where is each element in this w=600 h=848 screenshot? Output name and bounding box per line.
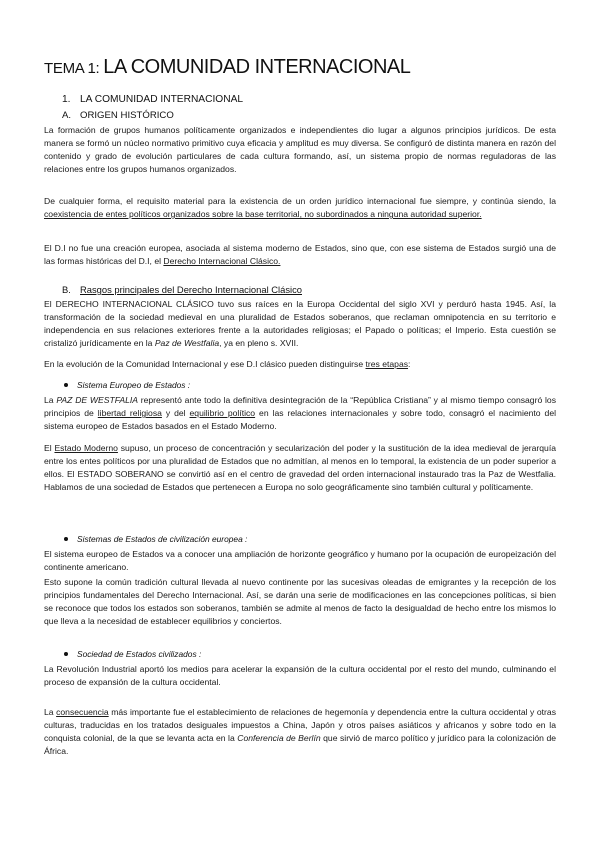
section-a-heading [62,110,174,121]
section-b-heading [62,284,302,295]
paragraph-westfalia-lead: La [44,395,57,405]
paragraph-consecuencia-italic: Conferencia de Berlín [237,733,321,744]
paragraph-consecuencia-text-a: más importante fue el establecimiento de relaciones de hegemonía y dependencia entre la cultura occidental y otras culturas, traducidas en los tratados desiguales impuestos a China, Japón y otros países asiáticos y africanos y sobre todo en la conquista colonial, de la que se levanta acta en la [44,707,556,744]
paragraph-westfalia [44,394,556,433]
bullet-sistema-europeo [64,380,190,390]
paragraph-estado-moderno-underline: Estado Moderno [54,443,118,453]
paragraph-westfalia-text-b: y del [161,408,190,419]
paragraph-consecuencia-text-b: que sirvió de marco político y jurídico para la colonización de África. [44,733,557,757]
paragraph-estado-moderno-text: supuso, un proceso de concentración y secularización del poder y la sustitución de la idea medieval de jerarquía entre los entes políticos por una pluralidad de Estados que no admitían, al menos en lo temporal, la existencia de un poder superior a ellos. El ESTADO SOBERANO se convirtió así en el centro de gravedad del orden internacional instaurado tras la Paz de Westfalia. Hablamos de una sociedad de Estados que pertenecen a Europa no solo geográficamente sino también cultural y políticamente. [44,443,556,493]
section-1-label: LA COMUNIDAD INTERNACIONAL [80,94,244,105]
section-b-label: Rasgos principales del Derecho Internacional Clásico [80,284,302,295]
title-lead: TEMA 1: [44,60,104,77]
paragraph-consecuencia-lead: La [44,707,57,717]
paragraph-estado-moderno-lead: El [44,443,55,453]
paragraph-westfalia-underline-2: equilibrio político [189,408,256,419]
paragraph-classic-law [44,298,556,350]
bullet-dot-icon [64,537,68,541]
section-a-label: ORIGEN HISTÓRICO [80,110,174,121]
paragraph-consecuencia-underline: consecuencia [56,707,109,717]
paragraph-di-origin-text: El D.I no fue una creación europea, asociada al sistema moderno de Estados, sino que, con ese sistema de Estados surgió una de las formas históricas del D.I, el [44,243,556,267]
paragraph-classic-law-end: , ya en pleno s. XVII. [219,338,299,349]
paragraph-westfalia-underline-1: libertad religiosa [97,408,162,419]
paragraph-classic-law-text: El DERECHO INTERNACIONAL CLÁSICO tuvo sus raíces en la Europa Occidental del siglo XVI y perduró hasta 1945. Así, la transformación de la sociedad medieval en una pluralidad de Estados soberanos, que reclaman omnipotencia en su territorio e independencia en sus relaciones exteriores frente a la autoridades religiosas; el Papado o políticas; el Imperio. Esta cuestión se cristalizó jurídicamente en la [44,299,556,349]
section-1-number: 1. [62,94,71,105]
paragraph-consecuencia [44,706,556,758]
paragraph-westfalia-text-a: representó ante todo la definitiva desintegración de la “República Cristiana” y al mismo tiempo consagró los principios de [44,395,556,419]
paragraph-westfalia-italic: PAZ DE WESTFALIA [56,395,138,405]
page-title [44,56,410,79]
paragraph-stages-colon: : [408,359,411,369]
paragraph-stages-text: En la evolución de la Comunidad Internacional y ese D.I clásico pueden distinguirse [44,359,366,369]
paragraph-di-origin [44,242,556,268]
paragraph-westfalia-text-c: en las relaciones internacionales y sobre todo, consagró el nacimiento del sistema europeo de Estados basados en el Estado Moderno. [44,408,557,432]
paragraph-stages [44,358,556,371]
bullet-estados-civilizados [64,649,201,659]
paragraph-di-origin-underline: Derecho Internacional Clásico. [163,256,281,267]
bullet-sistema-europeo-label: Sistema Europeo de Estados : [77,380,191,390]
paragraph-origin: La formación de grupos humanos políticamente organizados e independientes dio lugar a algunos principios jurídicos. De esta manera se formó un núcleo normativo primitivo cuya eficacia y amplitud es muy diversa. Se configuró de distinta manera en razón del contenido y grado de evolución particulares de cada cultura formando, así, un sistema propio de normas reguladoras de las relaciones entre los grupos humanos organizados. [44,125,556,175]
bullet-civilizacion-europea-label: Sistemas de Estados de civilización europea : [77,534,248,544]
paragraph-estado-moderno [44,442,556,494]
bullet-civilizacion-europea [64,534,247,544]
paragraph-tradicion: Esto supone la común tradición cultural llevada al nuevo continente por las sucesivas oleadas de emigrantes y la recepción de los principios fundamentales del Derecho Internacional. Así, se darán una serie de modificaciones en las concepciones políticas, si bien se reconoce que todos los estados son soberanos, también se admite al menos de facto la desigualdad de hecho entre los mismos lo que lleva a la necesidad de establecer equilibrios y conciertos. [44,577,556,627]
paragraph-classic-law-italic: Paz de Westfalia [154,338,220,349]
section-1-heading [62,94,243,105]
paragraph-stages-underline: tres etapas [365,359,409,369]
bullet-estados-civilizados-label: Sociedad de Estados civilizados : [77,649,202,659]
bullet-dot-icon [64,383,68,387]
paragraph-ampliacion: El sistema europeo de Estados va a conocer una ampliación de horizonte geográfico y humano por la ocupación de europeización del continente americano. [44,549,556,573]
paragraph-requisite-text: De cualquier forma, el requisito material para la existencia de un orden jurídico internacional fue siempre, y continúa siendo, la [44,196,556,206]
paragraph-revolucion: La Revolución Industrial aportó los medios para acelerar la expansión de la cultura occidental por el resto del mundo, culminando el proceso de expansión de la cultura occidental. [44,664,556,688]
paragraph-requisite-underline: coexistencia de entes políticos organizados sobre la base territorial, no subordinados a ninguna autoridad superior. [44,209,482,220]
paragraph-requisite [44,195,556,221]
section-a-number: A. [62,110,72,121]
section-b-number: B. [62,284,71,295]
bullet-dot-icon [64,652,68,656]
title-main: LA COMUNIDAD INTERNACIONAL [103,56,411,78]
